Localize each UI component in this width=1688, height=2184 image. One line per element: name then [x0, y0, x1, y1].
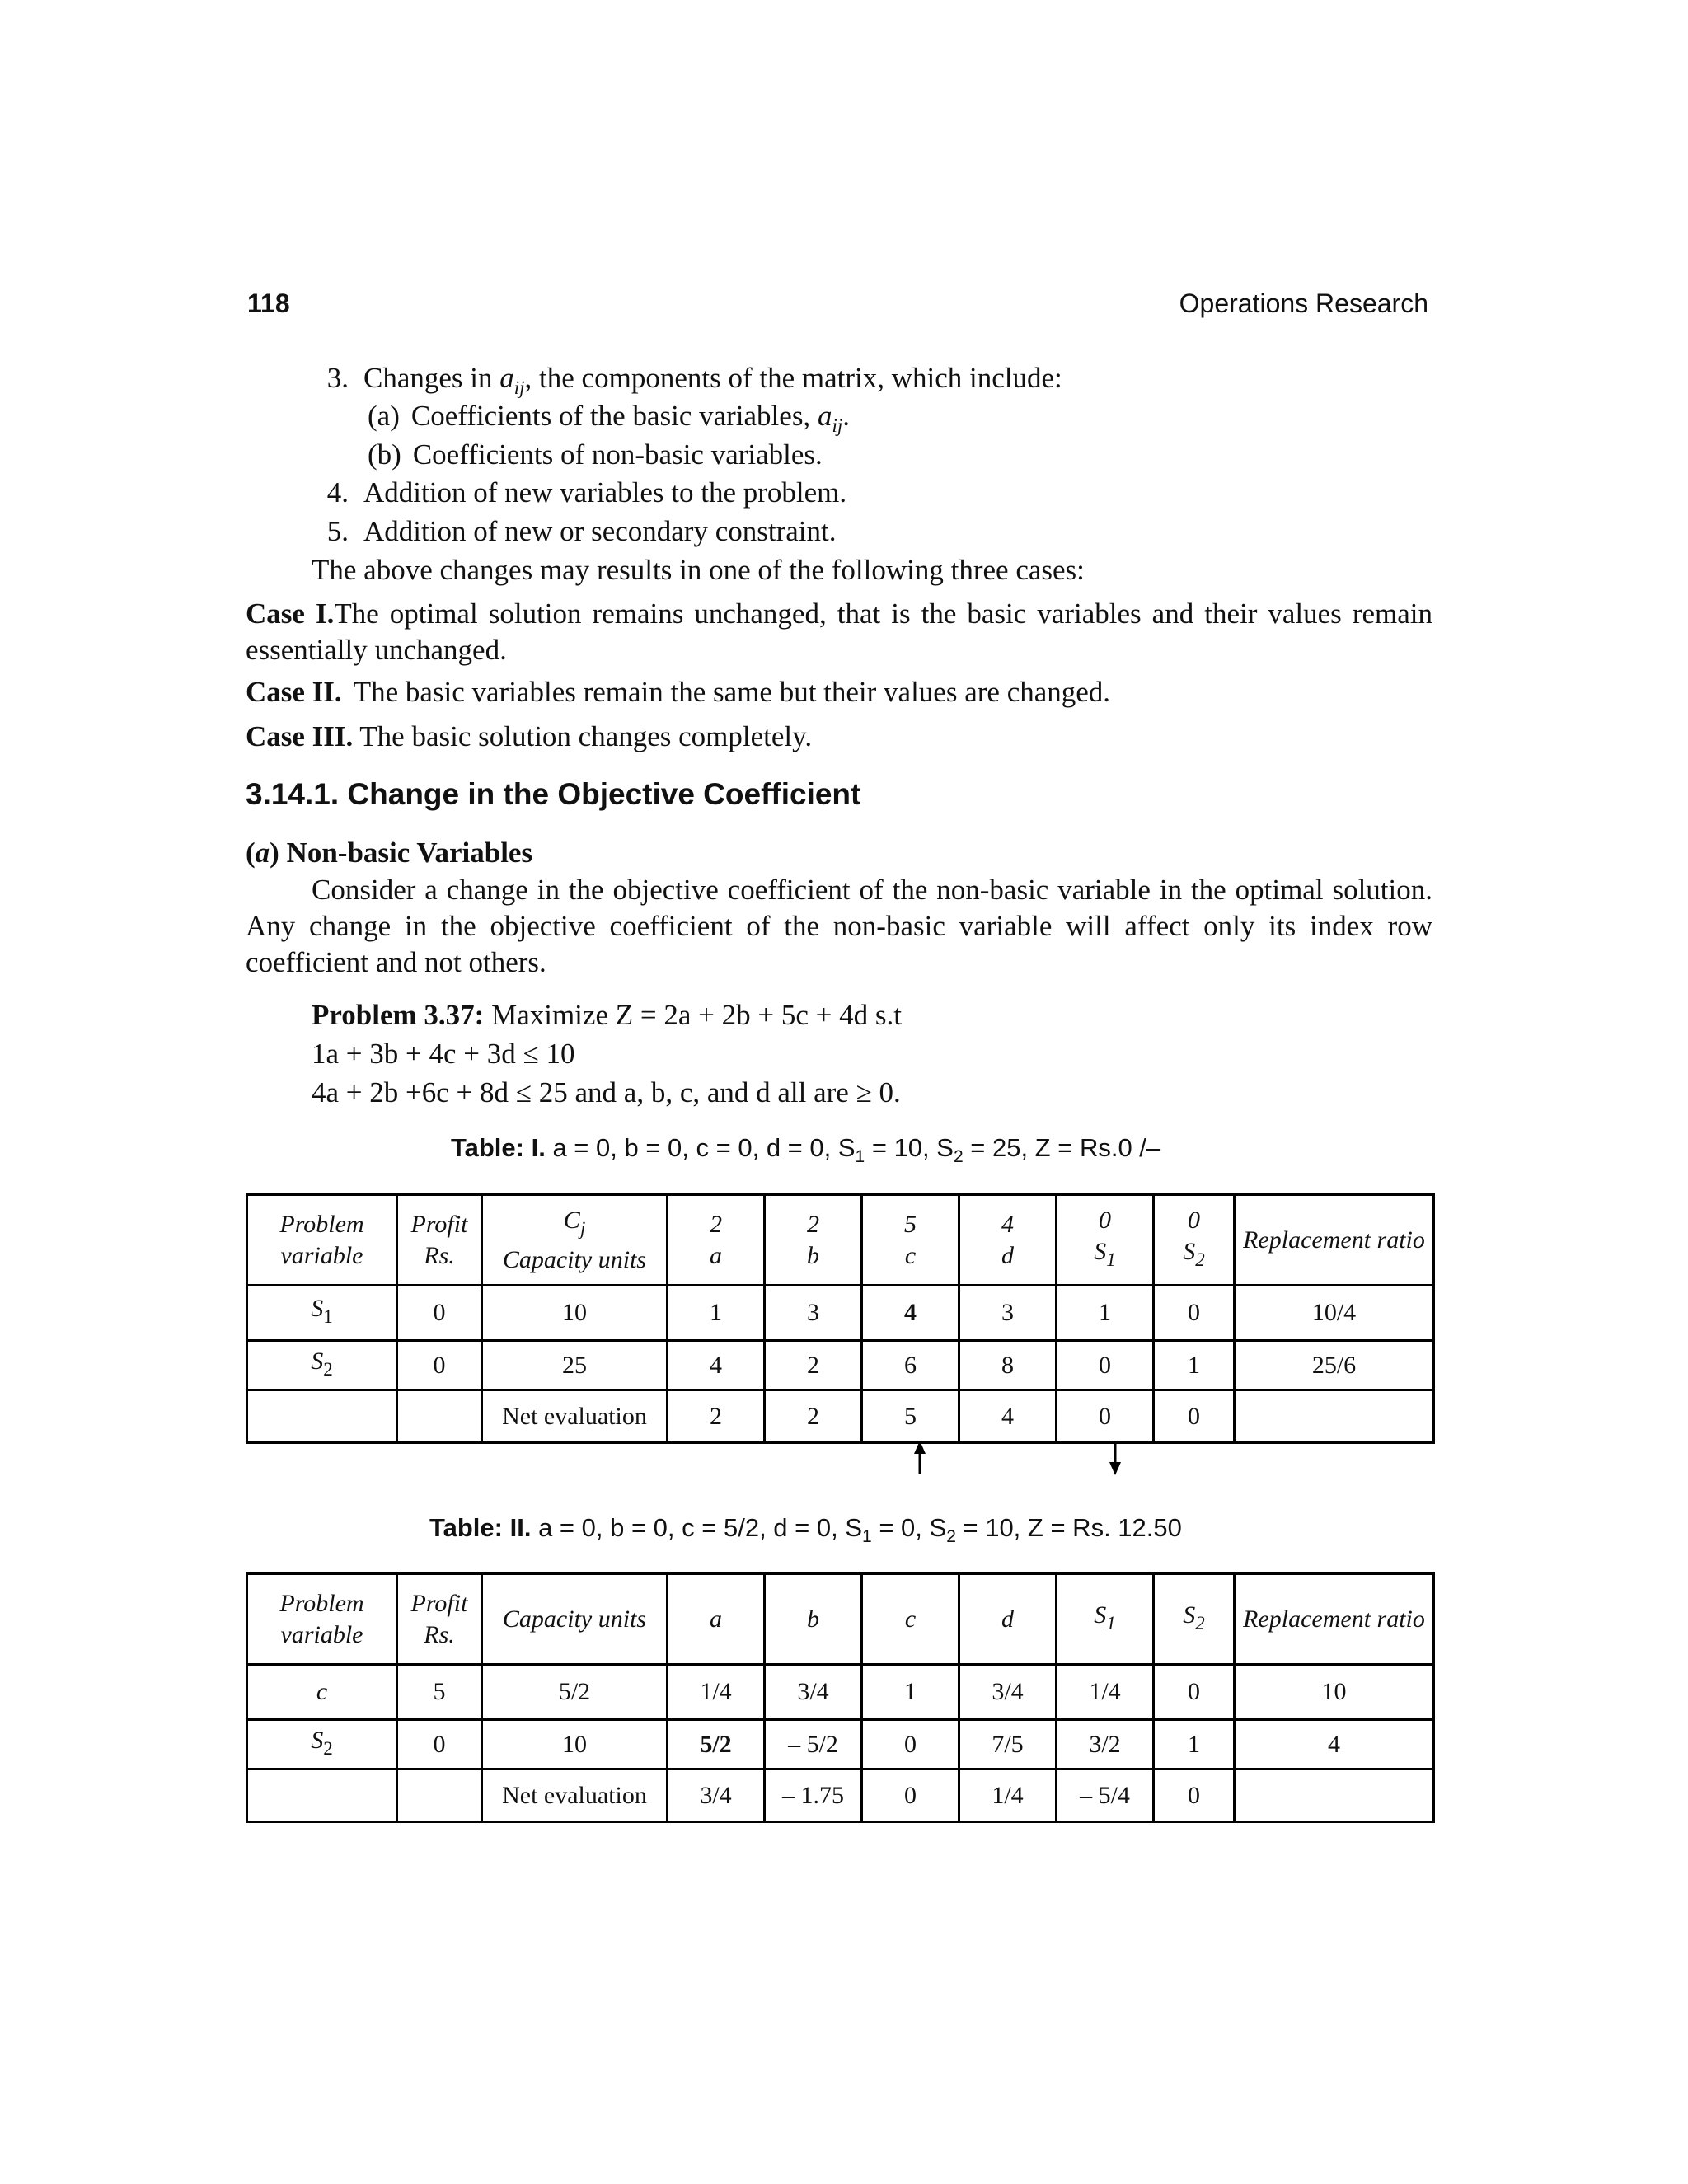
header-col-d: d	[959, 1574, 1057, 1665]
table1-header-row	[247, 1195, 1434, 1286]
header-replacement-ratio: Replacement ratio	[1235, 1195, 1434, 1286]
case-3: Case III. The basic solution changes completely.	[246, 720, 813, 752]
header-col-s1: 0 $S_1$	[1057, 1195, 1154, 1286]
list-item-3a: (a) Coefficients of the basic variables, $a_{ij}$.	[368, 400, 850, 436]
table-row: c 5 5/2 1/4 3/4 1 3/4 1/4 0 10	[247, 1665, 1434, 1720]
list-item-3: 3. Changes in $a_{ij}$, the components of the matrix, which include:	[326, 362, 1062, 398]
header-capacity: Capacity units	[482, 1574, 668, 1665]
body-paragraph: Consider a change in the objective coefficient of the non-basic variable in the optimal solution. Any change in the objective coefficient of the non-basic variable will affect only its index row coefficient and not others.	[246, 874, 1432, 978]
list-item-3b: (b) Coefficients of non-basic variables.	[368, 438, 823, 471]
header-col-c: 5 c	[862, 1195, 959, 1286]
running-head: Operations Research	[1179, 288, 1428, 318]
header-col-d: 4 d	[959, 1195, 1057, 1286]
subsection-title: (a) Non-basic Variables	[246, 837, 533, 869]
problem-objective: Problem 3.37: Maximize Z = 2a + 2b + 5c + 4d s.t	[312, 999, 902, 1031]
header-col-c: c	[862, 1574, 959, 1665]
header-col-s1: $S_1$	[1057, 1574, 1154, 1665]
header-profit: Profit Rs.	[397, 1195, 482, 1286]
table2-caption: Table: II. a = 0, b = 0, c = 5/2, d = 0, $S_1 = 0$, $S_2 = 10$, Z = Rs. 12.50	[429, 1513, 1182, 1546]
problem-constraint-1: 1a + 3b + 4c + 3d ≤ 10	[312, 1038, 575, 1070]
header-replacement-ratio: Replacement ratio	[1235, 1574, 1434, 1665]
problem-constraint-2: 4a + 2b +6c + 8d ≤ 25 and a, b, c, and d all are ≥ 0.	[312, 1076, 901, 1108]
page-number: 118	[247, 288, 290, 318]
header-col-a: a	[668, 1574, 765, 1665]
header-profit: Profit Rs.	[397, 1574, 482, 1665]
table-row: $S_2$ 0 25 4 2 6 8 0 1 25/6	[247, 1341, 1434, 1390]
table-row: $S_1$ 0 10 1 3 4 3 1 0 10/4	[247, 1286, 1434, 1341]
header-col-b: 2 b	[765, 1195, 862, 1286]
simplex-table-2	[246, 1572, 1435, 1823]
case-2: Case II. The basic variables remain the same but their values are changed.	[246, 676, 1111, 708]
header-col-b: b	[765, 1574, 862, 1665]
header-problem-variable: Problem variable	[247, 1195, 397, 1286]
net-evaluation-row: Net evaluation 2 2 5 4 0 0	[247, 1390, 1434, 1443]
case-1: Case I.The optimal solution remains unchanged, that is the basic variables and their values remain essentially unchanged.	[246, 598, 1432, 666]
net-evaluation-row: Net evaluation 3/4 – 1.75 0 1/4 – 5/4 0	[247, 1769, 1434, 1822]
leaving-variable-arrow-icon	[1105, 1441, 1125, 1475]
list-item-5: 5. Addition of new or secondary constraint.	[326, 515, 837, 547]
header-problem-variable: Problem variable	[247, 1574, 397, 1665]
table1-caption: Table: I. a = 0, b = 0, c = 0, d = 0, $S_1 = 10$, $S_2 = 25$, Z = Rs.0 /–	[451, 1133, 1161, 1166]
table2-header-row	[247, 1574, 1434, 1665]
entering-column-arrow-icon	[910, 1441, 930, 1475]
header-col-s2: 0 $S_2$	[1154, 1195, 1235, 1286]
section-title: 3.14.1. Change in the Objective Coefficient	[246, 777, 861, 811]
header-col-a: 2 a	[668, 1195, 765, 1286]
header-cj-capacity: $C_j$ Capacity units	[482, 1195, 668, 1286]
list-item-4: 4. Addition of new variables to the problem.	[326, 476, 847, 509]
table-row: $S_2$ 0 10 5/2 – 5/2 0 7/5 3/2 1 4	[247, 1720, 1434, 1769]
simplex-table-1	[246, 1193, 1435, 1444]
header-col-s2: $S_2$	[1154, 1574, 1235, 1665]
key-element: 5/2	[668, 1720, 765, 1769]
key-element: 4	[862, 1286, 959, 1341]
list-summary: The above changes may results in one of the following three cases:	[312, 554, 1085, 586]
